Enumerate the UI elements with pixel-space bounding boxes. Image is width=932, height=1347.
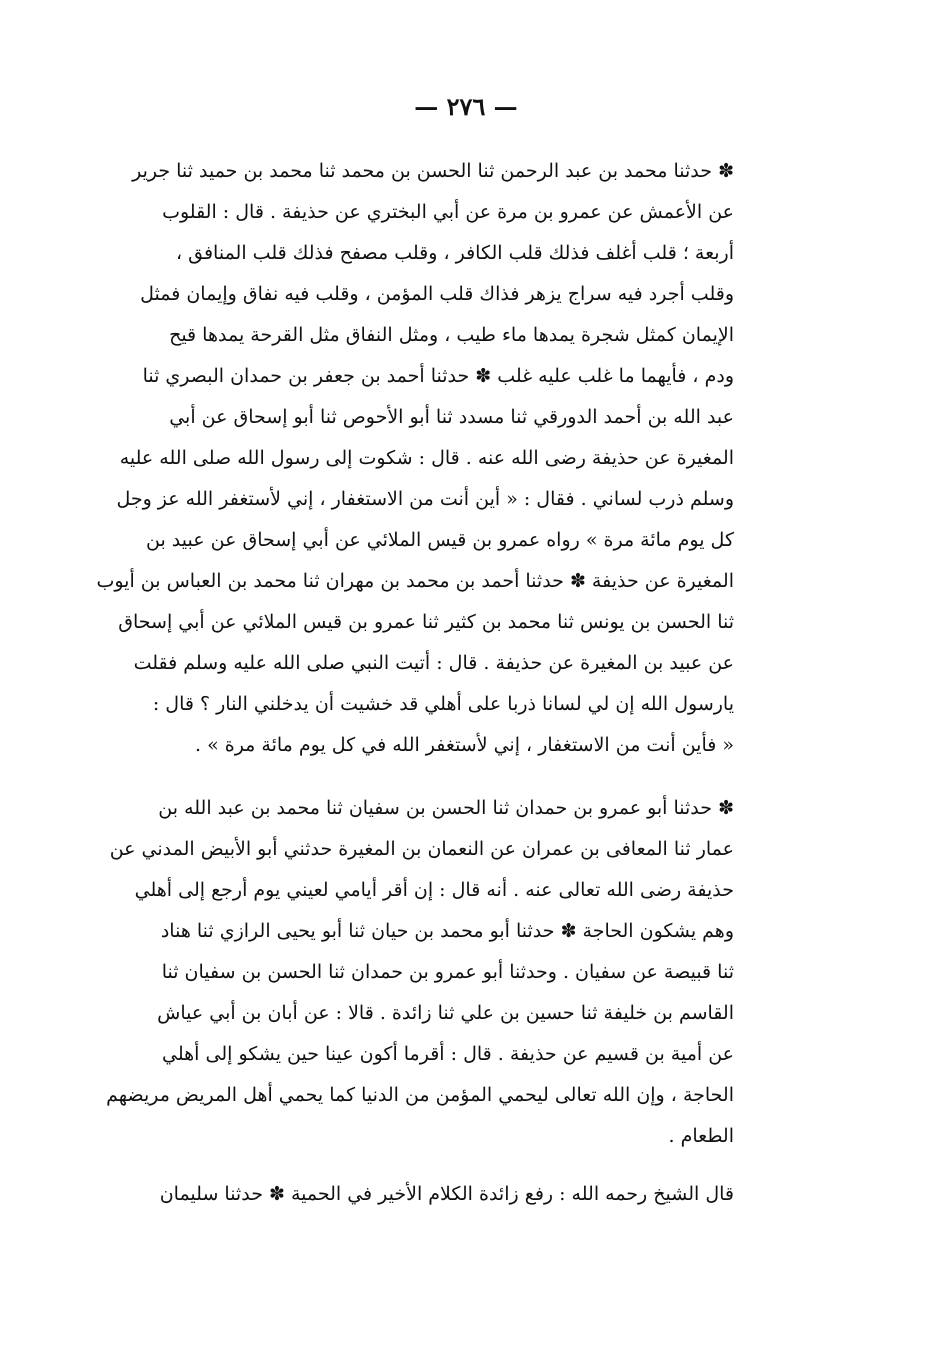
text-line: عمار ثنا المعافى بن عمران عن النعمان بن المغيرة حدثني أبو الأبيض المدني عن <box>109 838 734 860</box>
text-line: قال الشيخ رحمه الله : رفع زائدة الكلام الأخير في الحمية ✽ حدثنا سليمان <box>159 1183 734 1205</box>
text-line: أربعة ؛ قلب أغلف فذلك قلب الكافر ، وقلب مصفح فذلك قلب المنافق ، <box>175 242 734 264</box>
text-line: ودم ، فأيهما ما غلب عليه غلب ✽ حدثنا أحمد بن جعفر بن حمدان البصري ثنا <box>142 365 734 387</box>
text-line: ✽ حدثنا محمد بن عبد الرحمن ثنا الحسن بن محمد ثنا محمد بن حميد ثنا جرير <box>132 160 734 182</box>
text-line: عبد الله بن أحمد الدورقي ثنا مسدد ثنا أبو الأحوص ثنا أبو إسحاق عن أبي <box>169 406 734 428</box>
page-number: — ٢٧٦ — <box>414 92 518 121</box>
text-line: القاسم بن خليفة ثنا حسين بن علي ثنا زائدة . قالا : عن أبان بن أبي عياش <box>157 1002 734 1024</box>
text-line: يارسول الله إن لي لسانا ذربا على أهلي قد خشيت أن يدخلني النار ؟ قال : <box>152 693 734 715</box>
text-line: الحاجة ، وإن الله تعالى ليحمي المؤمن من الدنيا كما يحمي أهل المريض مريضهم <box>106 1084 734 1106</box>
text-line: وسلم ذرب لساني . فقال : « أين أنت من الاستغفار ، إني لأستغفر الله عز وجل <box>116 488 734 510</box>
text-line: وقلب أجرد فيه سراج يزهر فذاك قلب المؤمن ، وقلب فيه نفاق وإيمان فمثل <box>140 283 734 305</box>
text-line: عن أمية بن قسيم عن حذيفة . قال : أقرما أكون عينا حين يشكو إلى أهلي <box>162 1043 734 1065</box>
text-line: عن الأعمش عن عمرو بن مرة عن أبي البختري عن حذيفة . قال : القلوب <box>162 201 734 223</box>
text-line: ثنا الحسن بن يونس ثنا محمد بن كثير ثنا عمرو بن قيس الملائي عن أبي إسحاق <box>118 611 734 633</box>
text-line: الطعام . <box>668 1125 734 1147</box>
text-line: الإيمان كمثل شجرة يمدها ماء طيب ، ومثل النفاق مثل القرحة يمدها قيح <box>169 324 734 346</box>
text-line: المغيرة عن حذيفة ✽ حدثنا أحمد بن محمد بن مهران ثنا محمد بن العباس بن أيوب <box>96 570 734 592</box>
text-line: وهم يشكون الحاجة ✽ حدثنا أبو محمد بن حيان ثنا أبو يحيى الرازي ثنا هناد <box>160 920 734 942</box>
text-line: ✽ حدثنا أبو عمرو بن حمدان ثنا الحسن بن سفيان ثنا محمد بن عبد الله بن <box>158 797 734 819</box>
text-line: ثنا قبيصة عن سفيان . وحدثنا أبو عمرو بن حمدان ثنا الحسن بن سفيان ثنا <box>161 961 734 983</box>
text-line: حذيفة رضى الله تعالى عنه . أنه قال : إن أقر أيامي لعيني يوم أرجع إلى أهلي <box>134 879 734 901</box>
text-line: كل يوم مائة مرة » رواه عمرو بن قيس الملائي عن أبي إسحاق عن عبيد بن <box>146 529 734 551</box>
text-line: المغيرة عن حذيفة رضى الله عنه . قال : شكوت إلى رسول الله صلى الله عليه <box>119 447 734 469</box>
text-line: عن عبيد بن المغيرة عن حذيفة . قال : أتيت النبي صلى الله عليه وسلم فقلت <box>133 652 734 674</box>
text-line: « فأين أنت من الاستغفار ، إني لأستغفر الله في كل يوم مائة مرة » . <box>195 734 734 756</box>
